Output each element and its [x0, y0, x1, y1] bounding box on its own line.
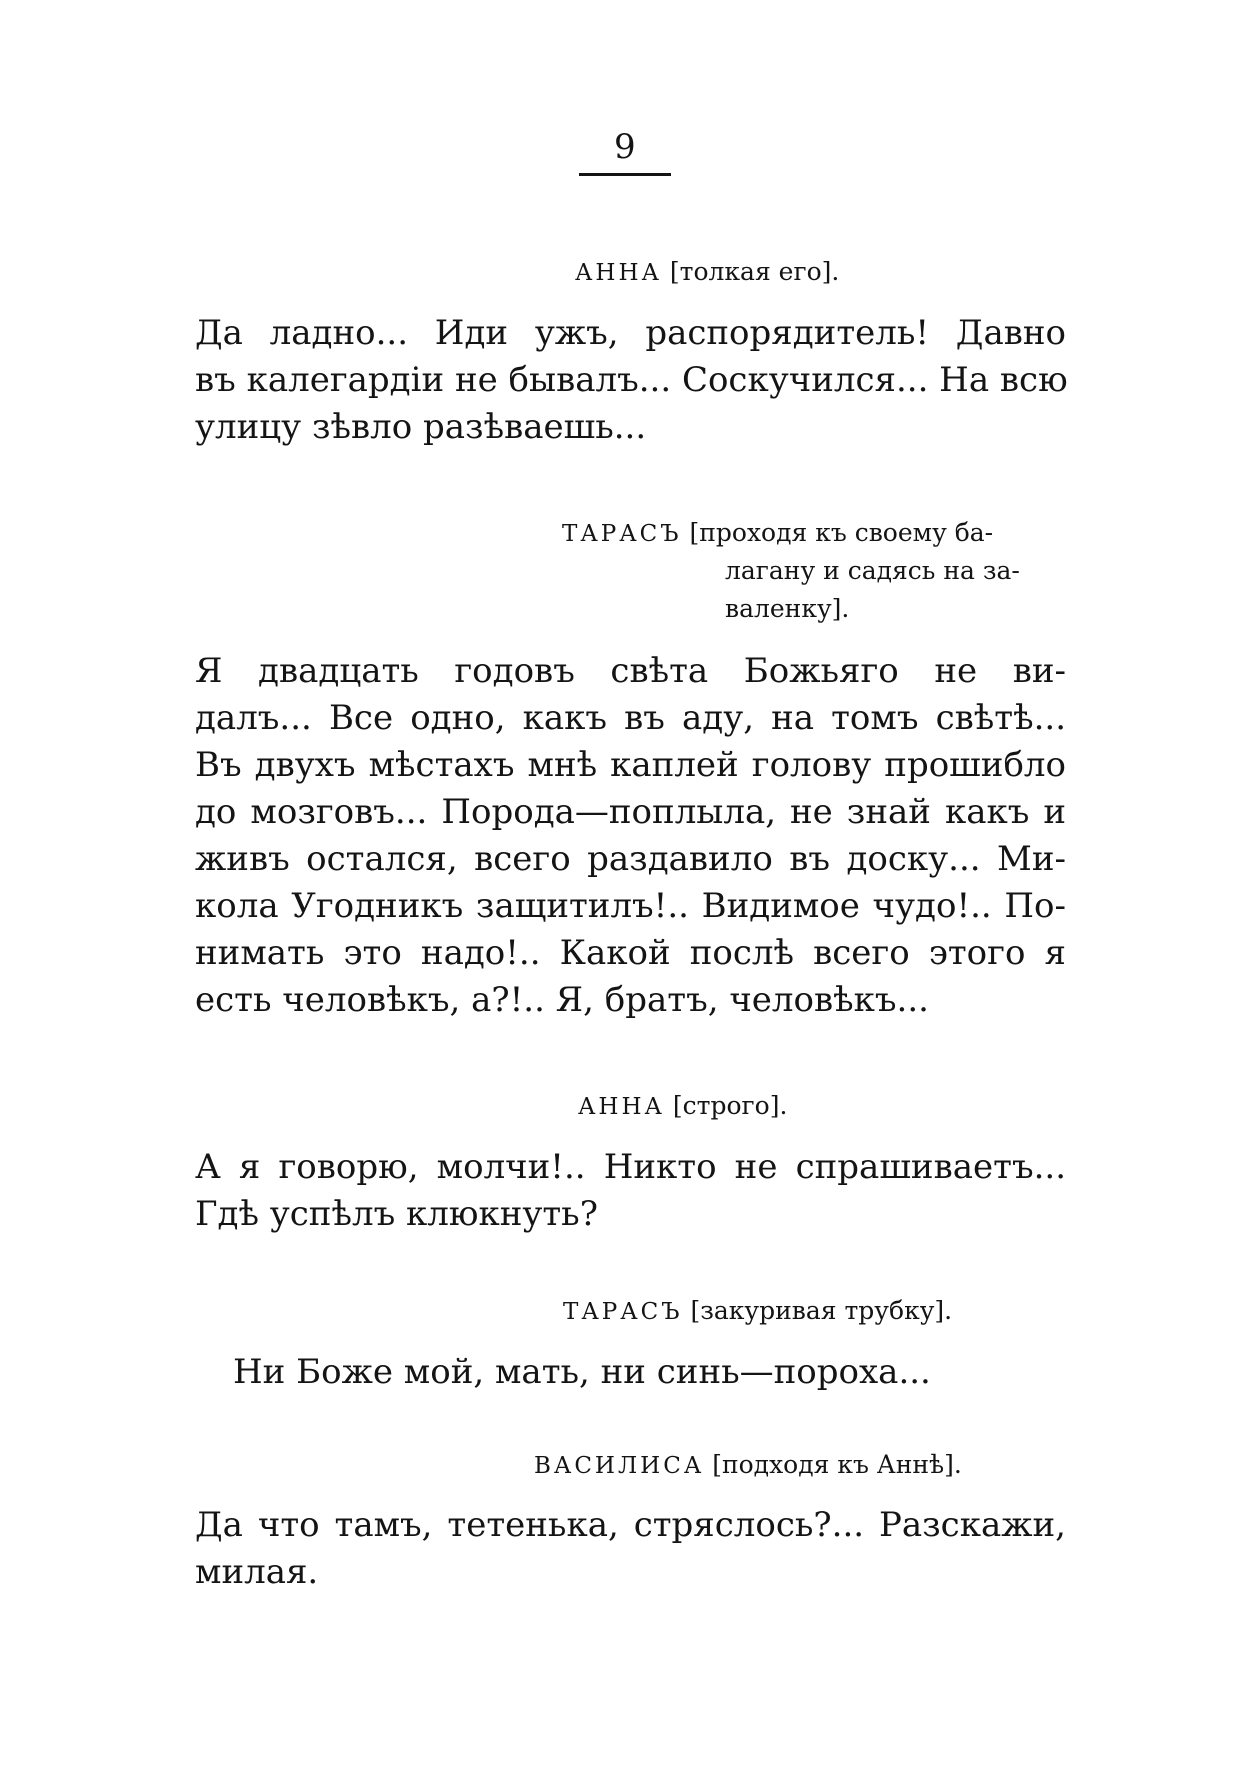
speaker-name: АННА — [575, 260, 662, 286]
speech-text — [195, 1349, 1066, 1396]
stage-direction: [закуривая трубку]. — [690, 1296, 953, 1325]
speech-line: А я говорю, молчи!.. Никто не спрашиваетъ... — [195, 1147, 1066, 1187]
speaker-heading — [562, 514, 993, 553]
speaker-heading — [575, 253, 839, 292]
speech-line: милая. — [195, 1552, 319, 1592]
speech-line: нимать это надо!.. Какой послѣ всего этого я — [195, 933, 1066, 973]
speaker-heading — [578, 1087, 787, 1126]
speech-text — [195, 1144, 1066, 1238]
speech-text — [195, 1502, 1066, 1596]
speech-line: Въ двухъ мѣстахъ мнѣ каплей голову прошибло — [195, 745, 1066, 785]
stage-direction: [строго]. — [672, 1091, 788, 1120]
speech-line: Да ладно... Иди ужъ, распорядитель! Давно — [195, 313, 1066, 353]
speech-line: Я двадцать годовъ свѣта Божьяго не ви- — [195, 651, 1066, 691]
stage-direction-continuation — [725, 552, 1020, 628]
speech-line: далъ... Все одно, какъ въ аду, на томъ свѣтѣ... — [195, 698, 1066, 738]
speaker-name: АННА — [578, 1094, 665, 1120]
speech-line: есть человѣкъ, а?!.. Я, братъ, человѣкъ... — [195, 980, 929, 1020]
speech-line: Гдѣ успѣлъ клюкнуть? — [195, 1194, 598, 1234]
speech-line: до мозговъ... Порода—поплыла, не знай какъ и — [195, 792, 1066, 832]
speech-line: улицу зѣвло разѣваешь... — [195, 407, 647, 447]
page-number: 9 — [614, 127, 636, 167]
speech-line: Да что тамъ, тетенька, стряслось?... Разскажи, — [195, 1505, 1066, 1545]
speaker-heading — [563, 1292, 952, 1331]
stage-direction: валенку]. — [725, 594, 850, 623]
speech-line: кола Угодникъ защитилъ!.. Видимое чудо!.. По- — [195, 886, 1066, 926]
speaker-name: ВАСИЛИСА — [534, 1453, 705, 1479]
stage-direction: [толкая его]. — [669, 257, 840, 286]
page-number-rule — [579, 173, 671, 176]
speaker-heading — [534, 1446, 962, 1485]
stage-direction: [проходя къ своему ба- — [689, 518, 994, 547]
speech-text — [195, 648, 1066, 1024]
speech-line: въ калегардіи не бывалъ... Соскучился... На всю — [195, 360, 1068, 400]
stage-direction: [подходя къ Аннѣ]. — [712, 1450, 962, 1479]
speaker-name: ТАРАСЪ — [563, 1299, 683, 1325]
stage-direction: лагану и садясь на за- — [725, 556, 1020, 585]
speech-line: Ни Боже мой, мать, ни синь—пороха... — [233, 1352, 931, 1392]
speech-text — [195, 310, 1066, 451]
speech-line: живъ остался, всего раздавило въ доску... Ми- — [195, 839, 1066, 879]
speaker-name: ТАРАСЪ — [562, 521, 682, 547]
